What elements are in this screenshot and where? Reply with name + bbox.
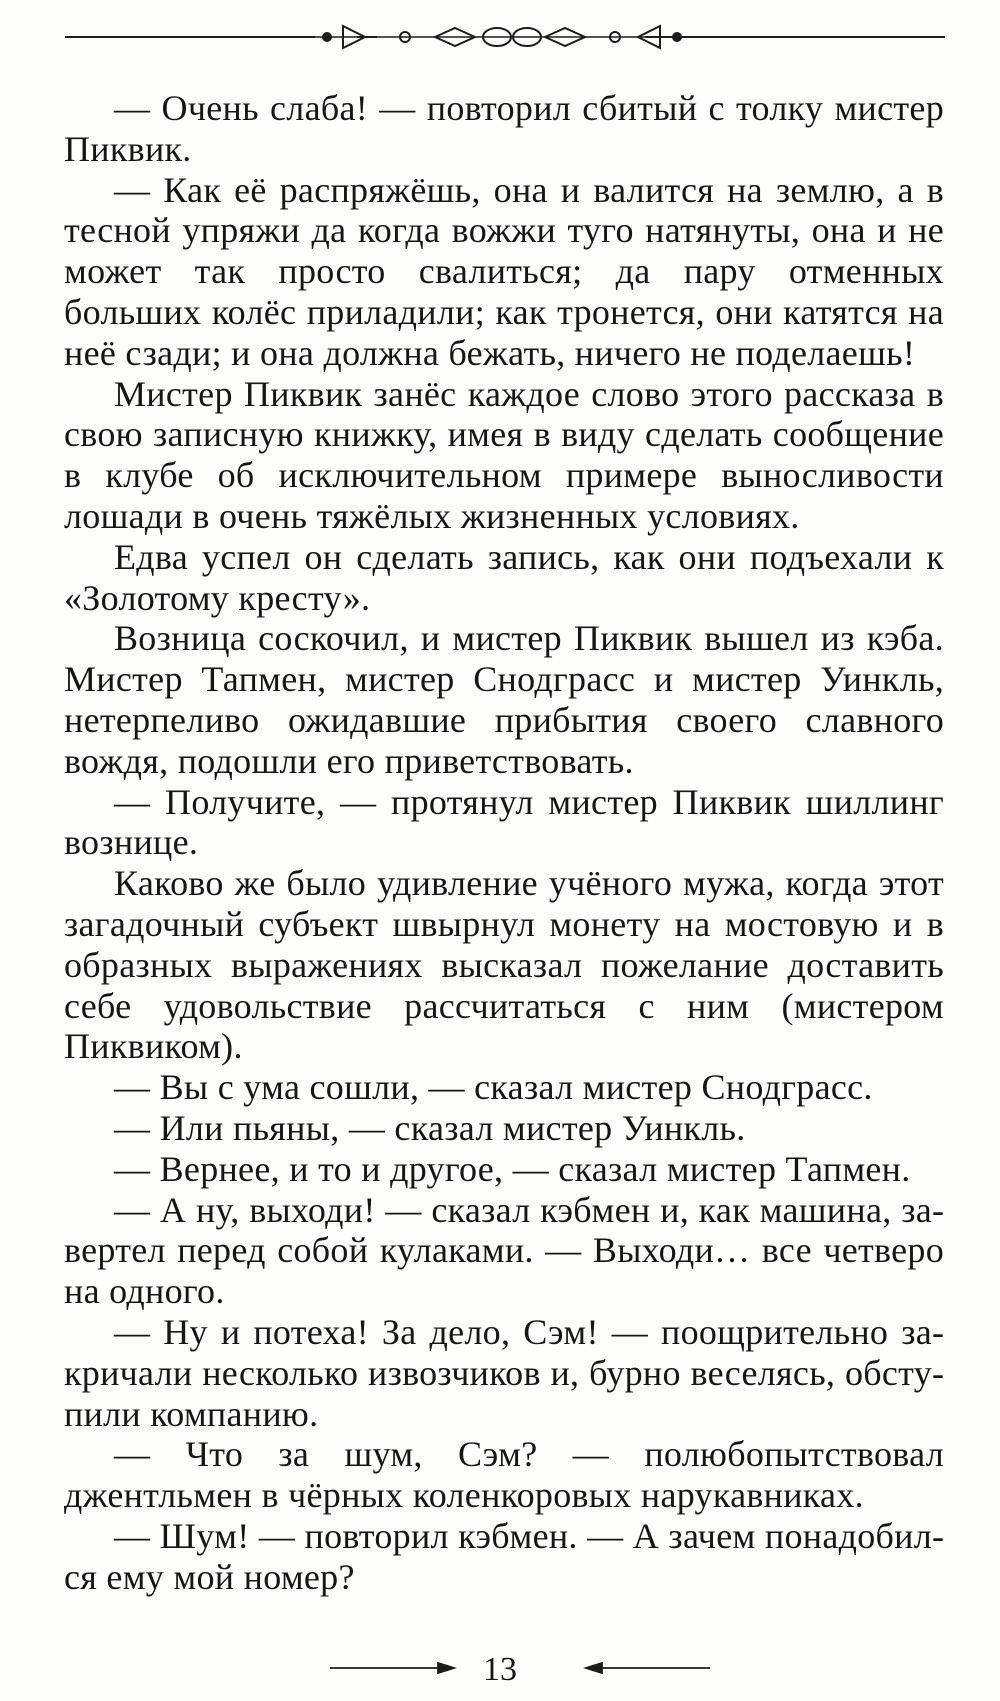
paragraph: — Вернее, и то и другое, — сказал мистер Тапмен. [114, 1148, 911, 1189]
paragraph: — Ну и потеха! За дело, Сэм! — поощрительно закричали несколько извозчиков и, бурно веселясь, обступили компанию. [64, 1311, 944, 1434]
body-text [64, 88, 944, 1597]
paragraph: — А ну, выходи! — сказал кэбмен и, как машина, завертел перед собой кулаками. — Выходи… все четверо на одного. [64, 1189, 944, 1312]
paragraph: — Вы с ума сошли, — сказал мистер Снодграсс. [114, 1067, 873, 1108]
paragraph: Каково же было удивление учёного мужа, когда этот загадочный субъект швырнул монету на мостовую и в образных выражениях высказал пожелание доставить себе удовольствие рассчитаться с ним (мистером Пиквиком). [64, 863, 944, 1067]
paragraph: Возница соскочил, и мистер Пиквик вышел из кэба. Мистер Тапмен, мистер Снодграсс и мистер Уинкль, нетерпеливо ожидавшие прибытия своего славного вождя, подошли его приветствовать. [64, 618, 944, 781]
paragraph: — Как её распряжёшь, она и валится на землю, а в тесной упряжи да когда вожжи туго натянуты, она и не может так просто свалиться; да пару отменных больших колёс приладили; как тронется, они катятся на неё сзади; и она должна бежать, ничего не поделаешь! [64, 169, 944, 373]
paragraph: — Что за шум, Сэм? — полюбопытствовал джентльмен в чёрных коленкоровых нарукавниках. [64, 1434, 944, 1516]
paragraph: — Или пьяны, — сказал мистер Уинкль. [114, 1107, 746, 1148]
paragraph: — Шум! — повторил кэбмен. — А зачем понадобился ему мой номер? [64, 1515, 944, 1597]
paragraph: Едва успел он сделать запись, как они подъехали к «Золотому кресту». [64, 536, 944, 618]
paragraph: — Получите, — протянул мистер Пиквик шиллинг вознице. [64, 781, 944, 863]
header-ornament-icon [65, 14, 945, 60]
page-footer [0, 1638, 1000, 1688]
paragraph: — Очень слаба! — повторил сбитый с толку мистер Пиквик. [64, 88, 944, 169]
page-number: 13 [483, 1651, 517, 1688]
paragraph: Мистер Пиквик занёс каждое слово этого рассказа в свою записную книжку, имея в виду сделать сообщение в клубе об исключительном примере выносливости лошади в очень тяжёлых жизненных условиях. [64, 373, 944, 536]
